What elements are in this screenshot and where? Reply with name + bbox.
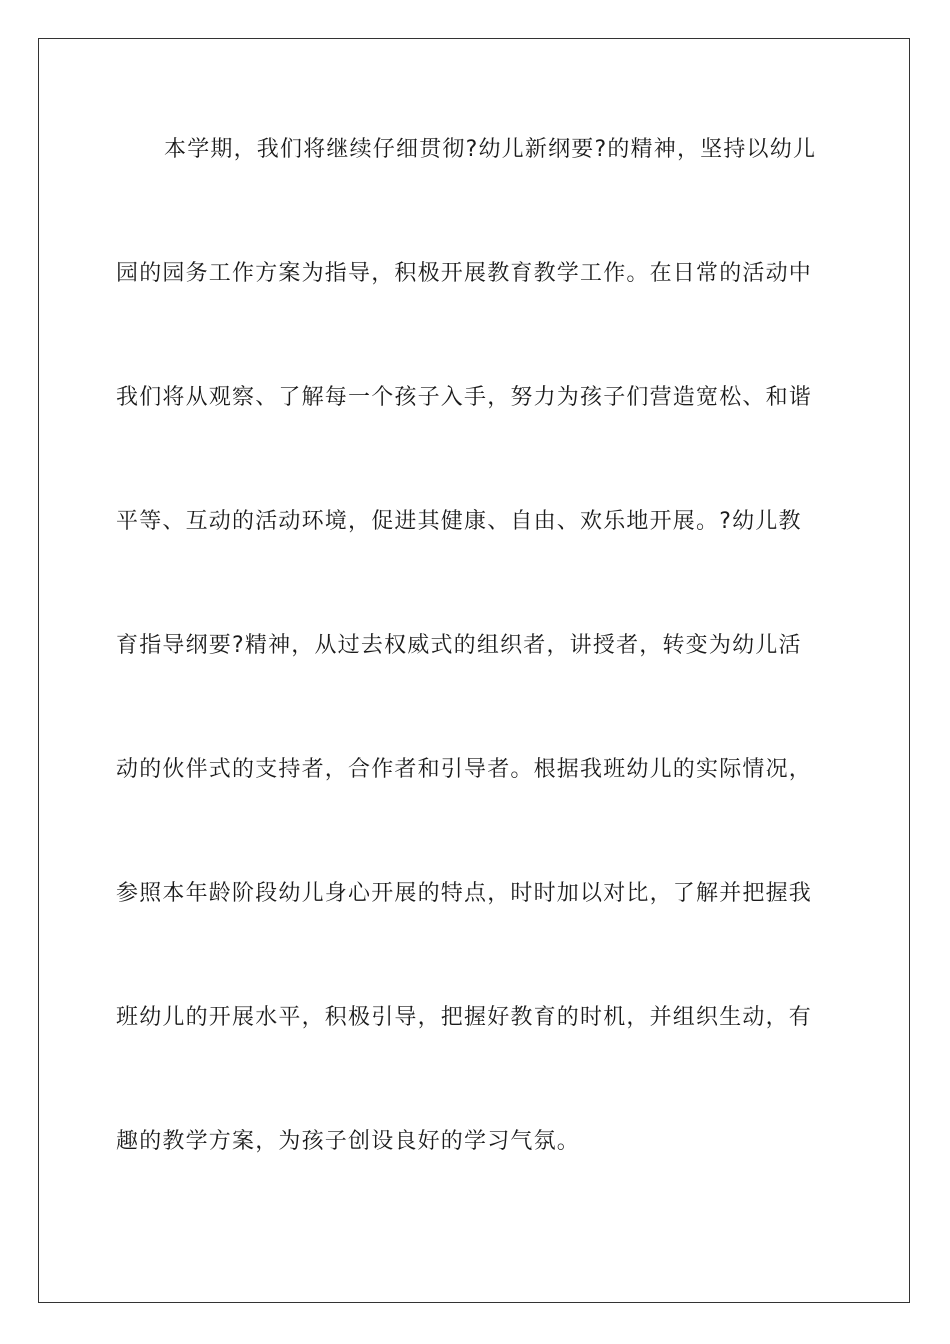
paragraph-line-2: 园的园务工作方案为指导，积极开展教育教学工作。在日常的活动中 xyxy=(116,261,813,286)
page-border xyxy=(38,38,910,1303)
paragraph-line-7: 参照本年龄阶段幼儿身心开展的特点，时时加以对比，了解并把握我 xyxy=(116,881,813,906)
paragraph-line-9: 趣的教学方案，为孩子创设良好的学习气氛。 xyxy=(116,1129,581,1154)
paragraph-line-3: 我们将从观察、了解每一个孩子入手，努力为孩子们营造宽松、和谐 xyxy=(116,385,813,410)
paragraph-line-5: 育指导纲要?精神，从过去权威式的组织者，讲授者，转变为幼儿活 xyxy=(116,633,802,658)
paragraph-line-8: 班幼儿的开展水平，积极引导，把握好教育的时机，并组织生动，有 xyxy=(116,1005,813,1030)
paragraph-line-4: 平等、互动的活动环境，促进其健康、自由、欢乐地开展。?幼儿教 xyxy=(116,509,802,534)
paragraph-line-6: 动的伙伴式的支持者，合作者和引导者。根据我班幼儿的实际情况， xyxy=(116,757,813,782)
paragraph-line-1: 本学期，我们将继续仔细贯彻?幼儿新纲要?的精神，坚持以幼儿 xyxy=(164,137,817,162)
